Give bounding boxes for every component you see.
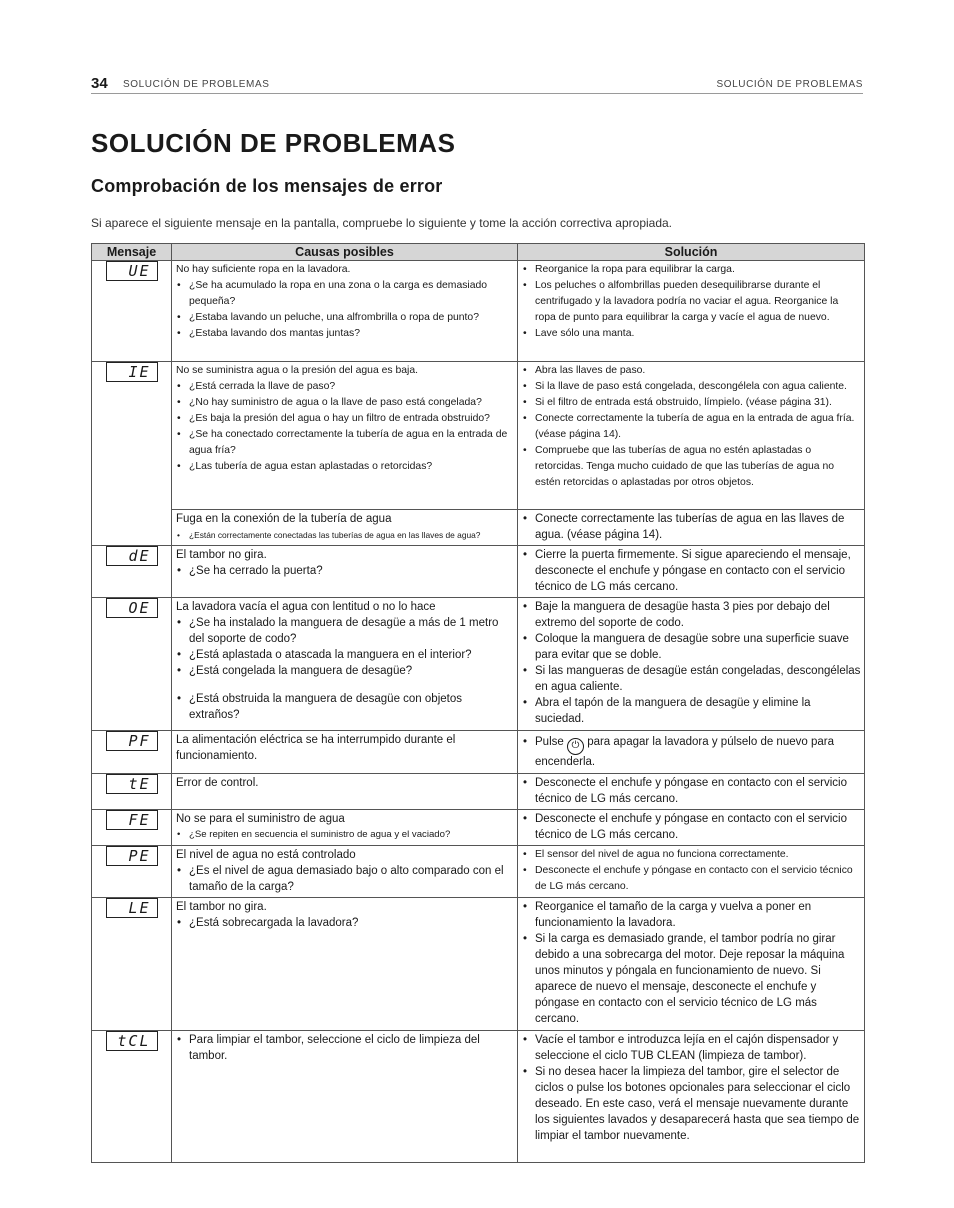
table-row xyxy=(92,546,865,598)
header-solucion: Solución xyxy=(518,244,865,261)
error-code-display: tCL xyxy=(106,1031,158,1051)
cause-item: • ¿Se ha conectado correctamente la tubería de agua en la entrada de agua fría? xyxy=(176,427,514,459)
cause-lead: No se para el suministro de agua xyxy=(176,813,345,825)
cause-item: • ¿Se ha cerrado la puerta? xyxy=(176,563,514,579)
causes-cell xyxy=(172,362,518,510)
page-number: 34 xyxy=(91,75,108,92)
solution-item: • Conecte correctamente la tubería de agua en la entrada de agua fría. (véase página 14). xyxy=(522,411,861,443)
causes-cell xyxy=(172,598,518,731)
solution-cell xyxy=(518,731,865,774)
cause-lead: No se suministra agua o la presión del agua es baja. xyxy=(176,365,419,376)
solution-cell xyxy=(518,1031,865,1163)
table-row xyxy=(92,846,865,898)
table-row xyxy=(92,362,865,510)
solution-cell xyxy=(518,774,865,810)
error-code-display: PE xyxy=(106,846,158,866)
error-code-cell xyxy=(92,774,172,810)
table-row xyxy=(92,510,865,546)
cause-lead: No hay suficiente ropa en la lavadora. xyxy=(176,264,351,275)
solution-item: • Reorganice la ropa para equilibrar la carga. xyxy=(522,262,861,278)
cause-lead: El nivel de agua no está controlado xyxy=(176,849,356,861)
error-code-display: tE xyxy=(106,774,158,794)
error-code-cell xyxy=(92,810,172,846)
table-header-row xyxy=(92,244,865,261)
solution-item xyxy=(522,735,861,769)
error-code-cell xyxy=(92,362,172,546)
solution-item: • Los peluches o alfombrillas pueden desequilibrarse durante el centrifugado y la lavadora podría no vaciar el agua. Reorganice la ropa de punto para equilibrar la carga y vacíe el agua de nuevo. xyxy=(522,278,861,326)
solution-cell xyxy=(518,510,865,546)
header-section-label-left: SOLUCIÓN DE PROBLEMAS xyxy=(123,79,270,90)
solution-item: • Conecte correctamente las tuberías de agua en las llaves de agua. (véase página 14). xyxy=(522,511,861,543)
solution-item: • Si la carga es demasiado grande, el tambor podría no girar debido a una sobrecarga del motor. Deje reposar la máquina unos minutos y póngala en funcionamiento de nuevo. Si aparece de nuevo el mensaje, desconecte el enchufe y póngase en contacto con el servicio técnico de LG más cercano. xyxy=(522,931,861,1027)
cause-item: • ¿Está sobrecargada la lavadora? xyxy=(176,915,514,931)
cause-item: • ¿Está aplastada o atascada la manguera en el interior? xyxy=(176,647,514,663)
causes-cell xyxy=(172,810,518,846)
error-code-cell xyxy=(92,1031,172,1163)
cause-item: • ¿Estaba lavando un peluche, una alfrombrilla o ropa de punto? xyxy=(176,310,514,326)
solution-text-before-icon: Pulse xyxy=(535,735,564,748)
table-row xyxy=(92,810,865,846)
cause-item: • ¿Se repiten en secuencia el suministro de agua y el vaciado? xyxy=(176,827,514,843)
intro-text: Si aparece el siguiente mensaje en la pantalla, compruebe lo siguiente y tome la acción correctiva apropiada. xyxy=(91,216,673,230)
solution-item: • El sensor del nivel de agua no funciona correctamente. xyxy=(522,847,861,863)
solution-item: • Vacíe el tambor e introduzca lejía en el cajón dispensador y seleccione el ciclo TUB CLEAN (limpieza de tambor). xyxy=(522,1032,861,1064)
solution-item: • Reorganice el tamaño de la carga y vuelva a poner en funcionamiento la lavadora. xyxy=(522,899,861,931)
solution-cell xyxy=(518,898,865,1031)
causes-cell xyxy=(172,731,518,774)
solution-item: • Lave sólo una manta. xyxy=(522,326,861,342)
cause-item: • ¿Se ha instalado la manguera de desagüe a más de 1 metro del soporte de codo? xyxy=(176,615,514,647)
cause-lead: Error de control. xyxy=(176,777,259,789)
cause-item: • ¿Está cerrada la llave de paso? xyxy=(176,379,514,395)
error-code-cell xyxy=(92,846,172,898)
cause-item: • ¿Es baja la presión del agua o hay un filtro de entrada obstruido? xyxy=(176,411,514,427)
error-code-display: PF xyxy=(106,731,158,751)
causes-cell xyxy=(172,261,518,362)
solution-cell xyxy=(518,546,865,598)
header-mensaje: Mensaje xyxy=(92,244,172,261)
error-code-display: LE xyxy=(106,898,158,918)
solution-item: • Si las mangueras de desagüe están congeladas, descongélelas en agua caliente. xyxy=(522,663,861,695)
table-row xyxy=(92,774,865,810)
solution-cell xyxy=(518,362,865,510)
error-code-display: OE xyxy=(106,598,158,618)
cause-item: • ¿Las tubería de agua estan aplastadas o retorcidas? xyxy=(176,459,514,475)
page-header xyxy=(91,76,863,94)
causes-cell xyxy=(172,510,518,546)
error-code-display: IE xyxy=(106,362,158,382)
error-code-cell xyxy=(92,898,172,1031)
error-code-display: dE xyxy=(106,546,158,566)
cause-lead: Fuga en la conexión de la tubería de agua xyxy=(176,513,392,525)
solution-item: • Desconecte el enchufe y póngase en contacto con el servicio técnico de LG más cercano. xyxy=(522,811,861,843)
solution-item: • Desconecte el enchufe y póngase en contacto con el servicio técnico de LG más cercano. xyxy=(522,863,861,895)
solution-item: • Compruebe que las tuberías de agua no estén aplastadas o retorcidas. Tenga mucho cuidado de que las tuberías de agua no estén retorcidas o aplastadas por otros objetos. xyxy=(522,443,861,491)
table-row xyxy=(92,731,865,774)
solution-item: • Baje la manguera de desagüe hasta 3 pies por debajo del extremo del soporte de codo. xyxy=(522,599,861,631)
error-code-cell xyxy=(92,598,172,731)
table-row xyxy=(92,898,865,1031)
page-title: SOLUCIÓN DE PROBLEMAS xyxy=(91,128,456,158)
table-row xyxy=(92,261,865,362)
solution-cell xyxy=(518,810,865,846)
solution-item: • Cierre la puerta firmemente. Si sigue apareciendo el mensaje, desconecte el enchufe y póngase en contacto con el servicio técnico de LG más cercano. xyxy=(522,547,861,595)
cause-item: • ¿No hay suministro de agua o la llave de paso está congelada? xyxy=(176,395,514,411)
power-icon: ⏻ xyxy=(567,738,584,755)
cause-item: • ¿Está congelada la manguera de desagüe? xyxy=(176,663,514,679)
section-title: Comprobación de los mensajes de error xyxy=(91,176,443,196)
solution-cell xyxy=(518,261,865,362)
causes-cell xyxy=(172,1031,518,1163)
error-code-cell xyxy=(92,261,172,362)
solution-item: • Abra el tapón de la manguera de desagüe y elimine la suciedad. xyxy=(522,695,861,727)
cause-item: • ¿Estaba lavando dos mantas juntas? xyxy=(176,326,514,342)
causes-cell xyxy=(172,774,518,810)
solution-item: • Abra las llaves de paso. xyxy=(522,363,861,379)
solution-item: • Si no desea hacer la limpieza del tambor, gire el selector de ciclos o pulse los botones opcionales para seleccionar el ciclo deseado. En este caso, verá el mensaje nuevamente durante los siguientes lavados y desaparecerá hasta que sea tiempo de limpiar el tambor nuevamente. xyxy=(522,1064,861,1144)
cause-lead: El tambor no gira. xyxy=(176,549,267,561)
table-row xyxy=(92,1031,865,1163)
cause-item: • ¿Están correctamente conectadas las tuberías de agua en las llaves de agua? xyxy=(176,527,514,543)
cause-item: • ¿Se ha acumulado la ropa en una zona o la carga es demasiado pequeña? xyxy=(176,278,514,310)
solution-item: • Coloque la manguera de desagüe sobre una superficie suave para evitar que se doble. xyxy=(522,631,861,663)
cause-item: • Para limpiar el tambor, seleccione el ciclo de limpieza del tambor. xyxy=(176,1032,514,1064)
cause-lead: La alimentación eléctrica se ha interrumpido durante el funcionamiento. xyxy=(176,734,456,762)
solution-cell xyxy=(518,598,865,731)
causes-cell xyxy=(172,546,518,598)
cause-item: • ¿Es el nivel de agua demasiado bajo o alto comparado con el tamaño de la carga? xyxy=(176,863,514,895)
cause-lead: El tambor no gira. xyxy=(176,901,267,913)
error-messages-table xyxy=(91,243,865,1163)
table-row xyxy=(92,598,865,731)
header-causas: Causas posibles xyxy=(172,244,518,261)
error-code-cell xyxy=(92,546,172,598)
solution-item: • Si la llave de paso está congelada, descongélela con agua caliente. xyxy=(522,379,861,395)
error-code-cell xyxy=(92,731,172,774)
cause-item: • ¿Está obstruida la manguera de desagüe con objetos extraños? xyxy=(176,691,514,723)
error-code-display: FE xyxy=(106,810,158,830)
solution-item: • Desconecte el enchufe y póngase en contacto con el servicio técnico de LG más cercano. xyxy=(522,775,861,807)
solution-cell xyxy=(518,846,865,898)
header-section-label-right: SOLUCIÓN DE PROBLEMAS xyxy=(716,79,863,90)
solution-text-after-icon: para apagar la lavadora y púlselo de nuevo para encenderla. xyxy=(535,735,834,768)
solution-item: • Si el filtro de entrada está obstruido, límpielo. (véase página 31). xyxy=(522,395,861,411)
causes-cell xyxy=(172,846,518,898)
cause-lead: La lavadora vacía el agua con lentitud o no lo hace xyxy=(176,601,436,613)
causes-cell xyxy=(172,898,518,1031)
error-code-display: UE xyxy=(106,261,158,281)
